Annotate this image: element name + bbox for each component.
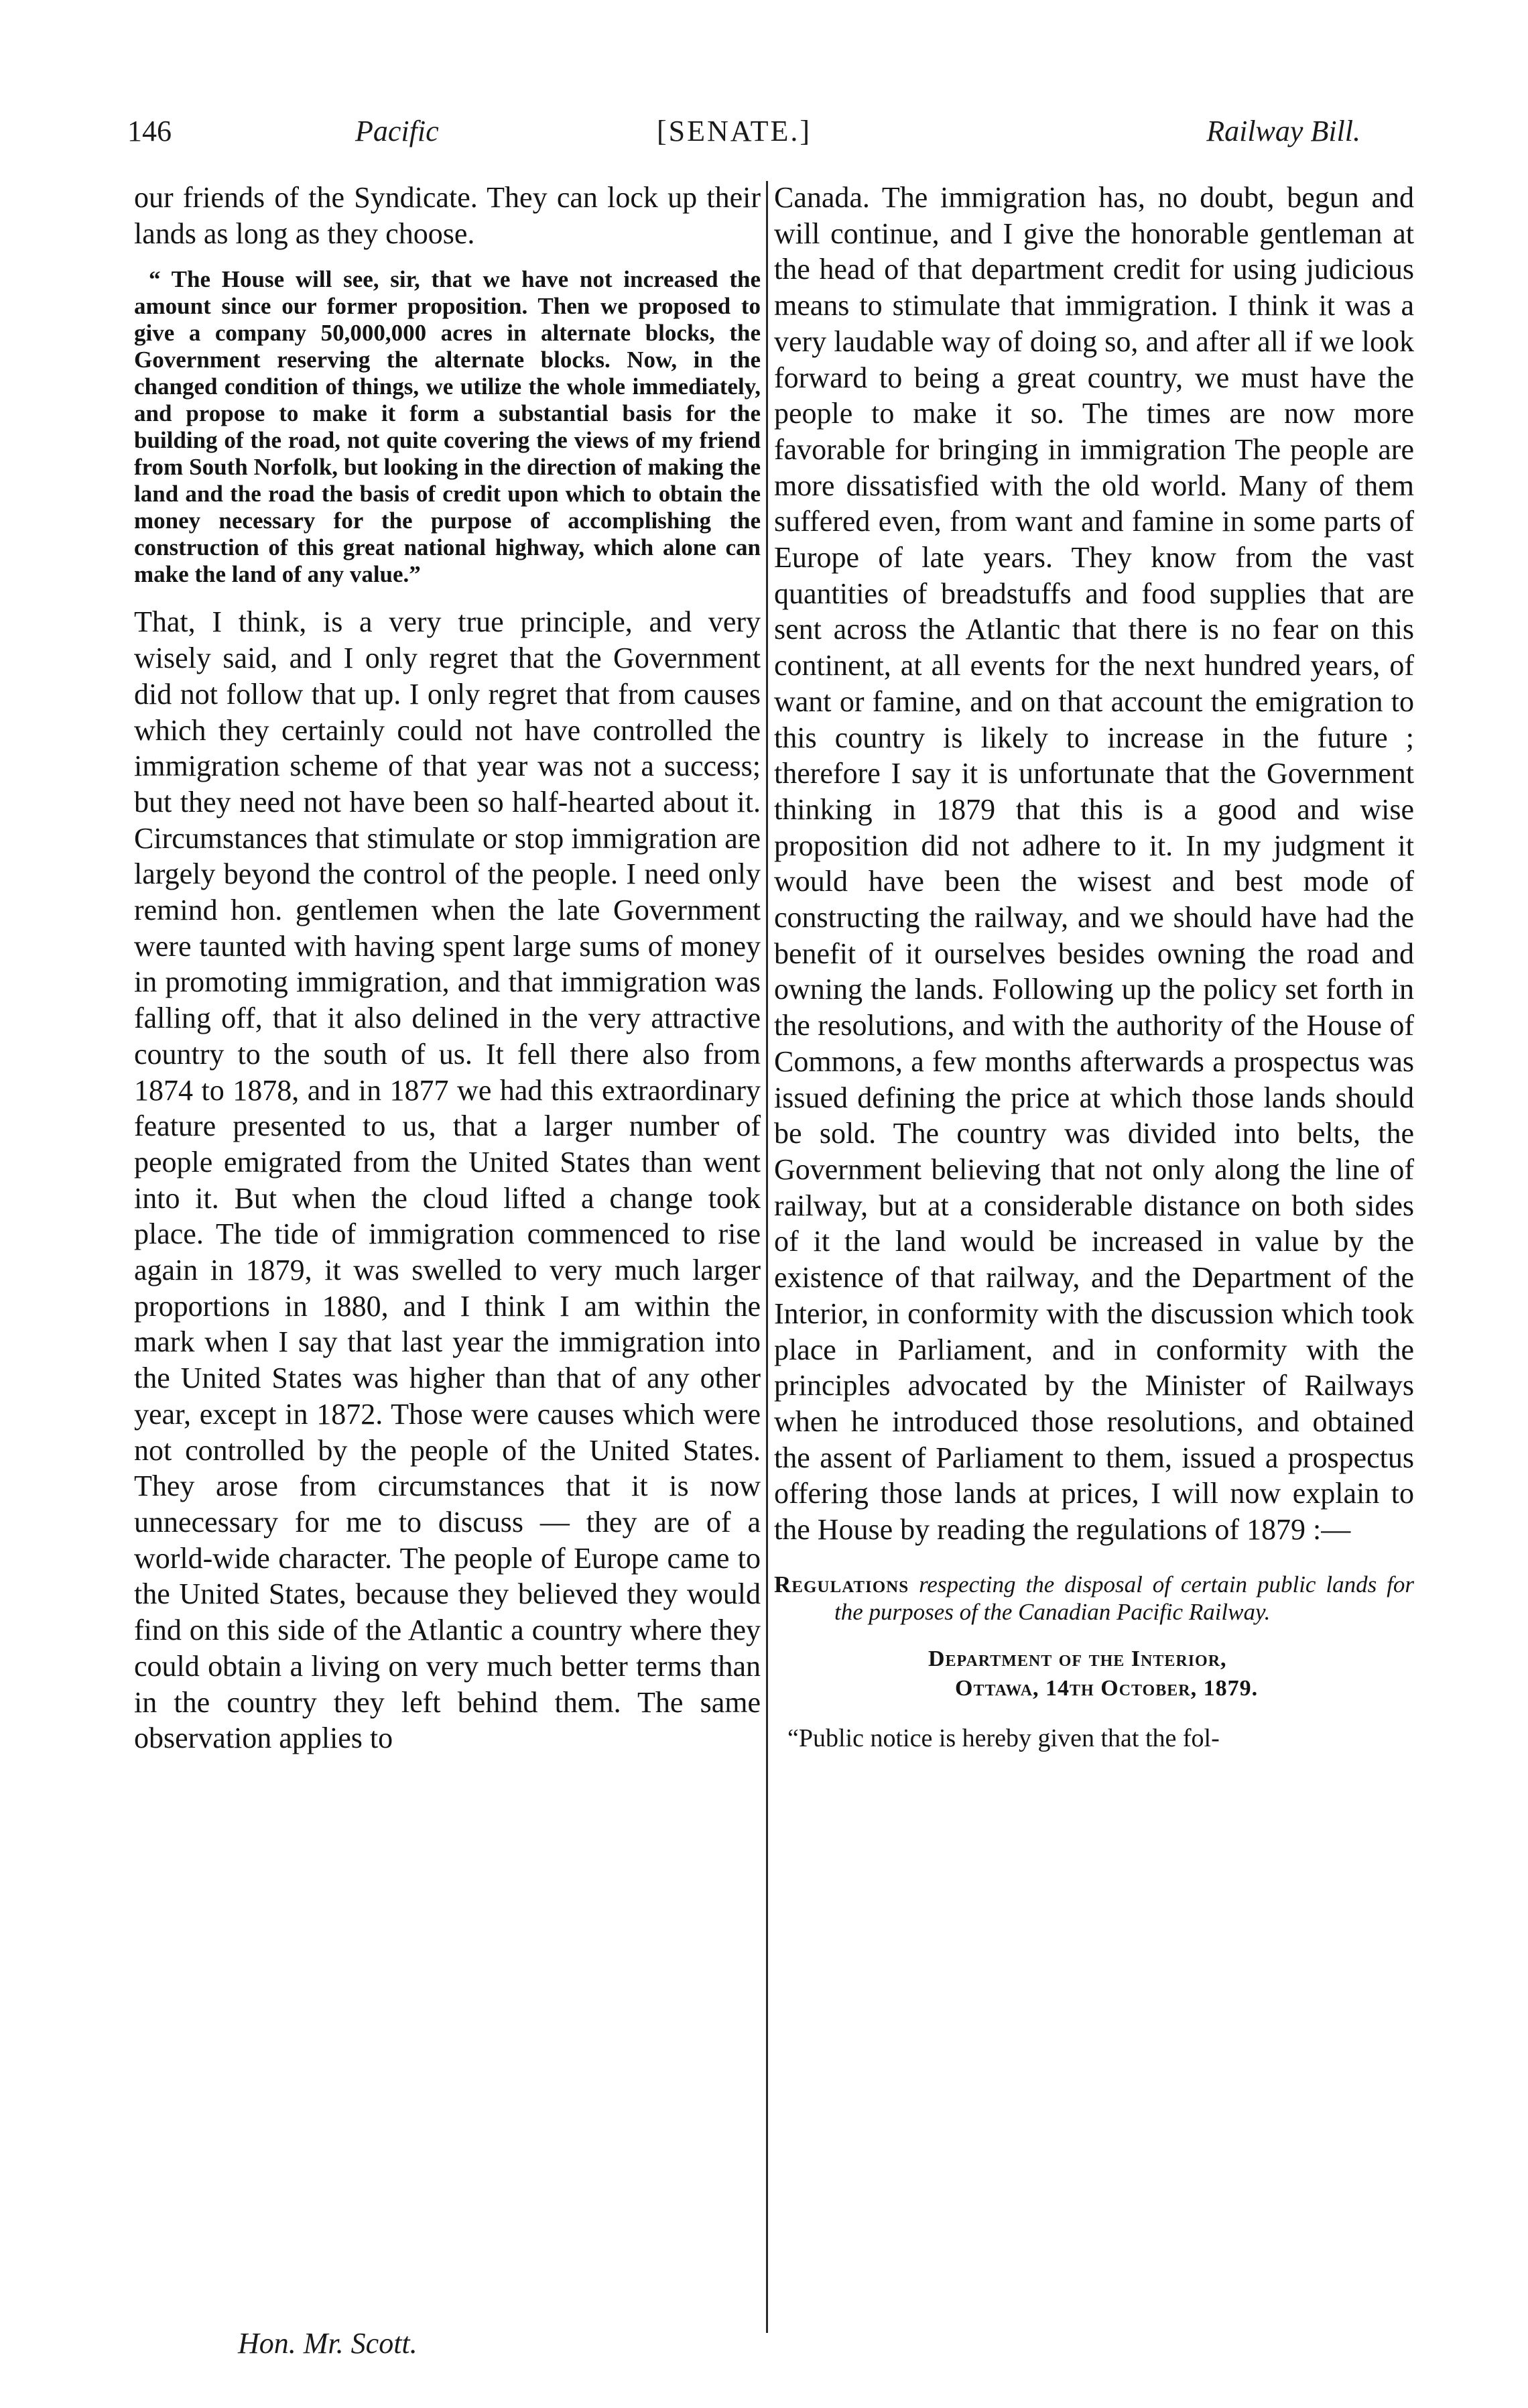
running-header xyxy=(127,114,1401,168)
department-line: Department of the Interior, xyxy=(928,1646,1227,1671)
right-column xyxy=(774,180,1414,1753)
column-divider xyxy=(766,181,768,2333)
header-right-title: Railway Bill. xyxy=(1206,115,1360,147)
left-paragraph-2: That, I think, is a very true principle, and very wisely said, and I only regret that the Government did not follow that up. I only regret that from causes which they certainly could not have controlled the immigration scheme of that year was not a success; but they need not have been so half-hearted about it. Circumstances that stimulate or stop immigration are largely beyond the control of the people. I need only remind hon. gentlemen when the late Government were taunted with having spent large sums of money in promoting immigration, and that immigration was falling off, that it also delined in the very attractive country to the south of us. It fell there also from 1874 to 1878, and in 1877 we had this extraordinary feature presented to us, that a larger number of people emigrated from the United States than went into it. But when the cloud lifted a change took place. The tide of immigration commenced to rise again in 1879, it was swelled to very much larger proportions in 1880, and I think I am within the mark when I say that last year the immigration into the United States was higher than that of any other year, except in 1872. Those were causes which were not controlled by the people of the United States. They arose from circumstances that it is now unnecessary for me to discuss — they are of a world-wide character. The people of Europe came to the United States, because they believed they would find on this side of the Atlantic a country where they could obtain a living on very much better terms than in the country they left behind them. The same observation applies to xyxy=(134,605,761,1755)
header-center-title: [SENATE.] xyxy=(657,115,812,147)
quoted-passage: “ The House will see, sir, that we have not increased the amount since our former proposition. Then we proposed to give a company 50,000,000 acres in alternate blocks, the Government reserving the alternate blocks. Now, in the changed condition of things, we utilize the whole immediately, and propose to make it form a substantial basis for the building of the road, not quite covering the views of my friend from South Norfolk, but looking in the direction of making the land and the road the basis of credit upon which to obtain the money necessary for the purpose of accomplishing the construction of this great national highway, which alone can make the land of any value.” xyxy=(134,266,761,588)
date-line: Ottawa, 14th October, 1879. xyxy=(955,1675,1259,1701)
right-paragraph-1: Canada. The immigration has, no doubt, begun and will continue, and I give the honorable gentleman at the head of that department credit for using judicious means to stimulate that immigration. I think it was a very laudable way of doing so, and after all if we look forward to being a great country, we must have the people to make it so. The times are now more favorable for bringing in immigration The people are more dissatisfied with the old world. Many of them suffered even, from want and famine in some parts of Europe of late years. They know from the vast quantities of breadstuffs and food supplies that are sent across the Atlantic that there is no fear on this continent, at all events for the next hundred years, of want or famine, and on that account the emigration to this country is likely to increase in the future ; therefore I say it is unfortunate that the Government thinking in 1879 that this is a good and wise proposition did not adhere to it. In my judgment it would have been the wisest and best mode of constructing the railway, and we should have had the benefit of it ourselves besides owning the road and owning the lands. Following up the policy set forth in the resolutions, and with the authority of the House of Commons, a few months afterwards a prospectus was issued defining the price at which those lands should be sold. The country was divided into belts, the Government believing that not only along the line of railway, but at a considerable distance on both sides of it the land would be increased in value by the existence of that railway, and the Department of the Interior, in conformity with the discussion which took place in Parliament, and in conformity with the principles advocated by the Minister of Railways when he introduced those resolutions, and obtained the assent of Parliament to them, issued a prospectus offering those lands at prices, I will now explain to the House by reading the regulations of 1879 :— xyxy=(774,181,1414,1547)
regulations-title: respecting the disposal of certain public lands for the purposes of the Canadian Pacific Railway. xyxy=(834,1571,1414,1625)
left-paragraph-1: our friends of the Syndicate. They can lock up their lands as long as they choose. xyxy=(134,181,761,250)
regulations-heading xyxy=(774,1571,1414,1626)
speaker-footer: Hon. Mr. Scott. xyxy=(238,2327,418,2360)
left-column xyxy=(134,180,761,1756)
page-number: 146 xyxy=(127,115,172,147)
header-left-title: Pacific xyxy=(355,115,439,147)
regulations-lead: Regulations xyxy=(774,1571,909,1598)
public-notice-start: “Public notice is hereby given that the fol- xyxy=(787,1724,1220,1752)
